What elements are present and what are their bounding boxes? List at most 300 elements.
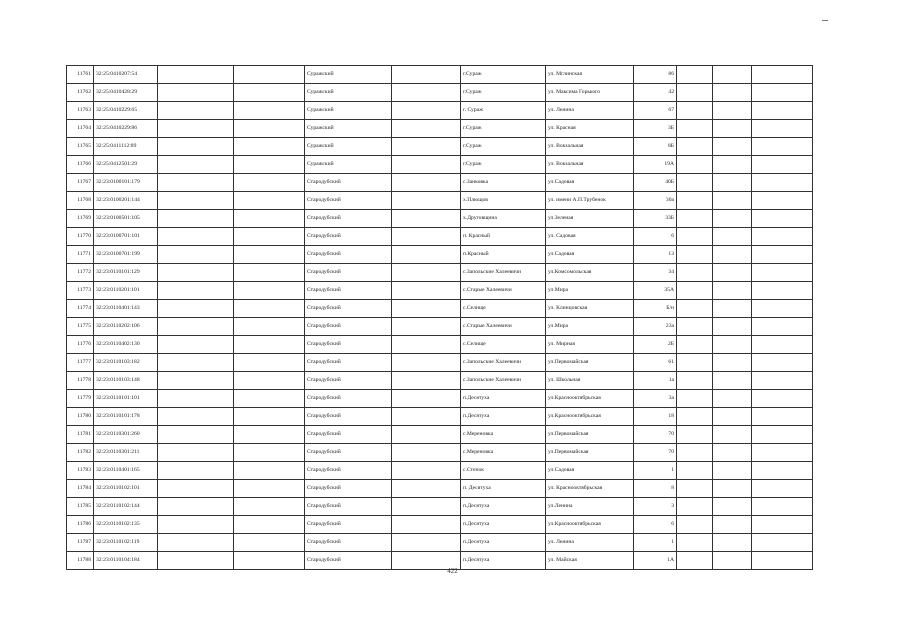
cell-row-number: 11788 [67, 552, 94, 570]
cell-empty [158, 354, 234, 372]
cell-region: Стародубский [305, 408, 392, 426]
cell-house-number: 1 [634, 534, 677, 552]
cell-empty [234, 210, 305, 228]
table-row [67, 534, 813, 552]
cell-empty [234, 462, 305, 480]
cell-empty [234, 426, 305, 444]
cell-locality: с.Запольские Халеевичи [461, 354, 546, 372]
cell-empty [158, 156, 234, 174]
table-row [67, 390, 813, 408]
cell-empty [677, 264, 713, 282]
cell-locality: п. Десятуха [461, 480, 546, 498]
cell-empty [713, 318, 752, 336]
cell-empty [392, 480, 461, 498]
cell-house-number: 6 [634, 228, 677, 246]
cell-street: ул. Краснооктябрьская [546, 480, 634, 498]
cell-row-number: 11770 [67, 228, 94, 246]
cell-region: Стародубский [305, 462, 392, 480]
cell-empty [677, 246, 713, 264]
table-row [67, 516, 813, 534]
cell-empty [713, 66, 752, 84]
cell-empty [392, 462, 461, 480]
cell-row-number: 11765 [67, 138, 94, 156]
cell-empty [713, 246, 752, 264]
cell-empty [158, 210, 234, 228]
cell-empty [713, 516, 752, 534]
cell-empty [234, 480, 305, 498]
cell-empty [158, 462, 234, 480]
cell-empty [752, 84, 813, 102]
table-row [67, 246, 813, 264]
cell-empty [677, 498, 713, 516]
cell-empty [752, 210, 813, 228]
cell-empty [392, 408, 461, 426]
cell-empty [234, 516, 305, 534]
cell-cadastral-number: 32:23:0110401:165 [94, 462, 158, 480]
cell-cadastral-number: 32:23:0110102:135 [94, 516, 158, 534]
cell-house-number: 1 [634, 462, 677, 480]
cell-locality: с.Мереновка [461, 426, 546, 444]
cell-locality: п.Десятуха [461, 390, 546, 408]
cell-empty [392, 426, 461, 444]
cell-empty [234, 174, 305, 192]
table-row [67, 354, 813, 372]
cell-street: ул. Клинцовская [546, 300, 634, 318]
cell-empty [392, 84, 461, 102]
cell-cadastral-number: 32:23:0100201:144 [94, 192, 158, 210]
cell-empty [752, 318, 813, 336]
cell-street: ул. Школьная [546, 372, 634, 390]
cell-cadastral-number: 32:23:0100701:199 [94, 246, 158, 264]
cell-empty [677, 516, 713, 534]
cell-street: ул.Комсомольская [546, 264, 634, 282]
cell-locality: г.Сураж [461, 66, 546, 84]
cell-street: ул. Садовая [546, 228, 634, 246]
cell-empty [713, 462, 752, 480]
cell-region: Стародубский [305, 534, 392, 552]
cell-cadastral-number: 32:23:0110102:144 [94, 498, 158, 516]
cell-empty [158, 120, 234, 138]
cell-cadastral-number: 32:25:0410207:54 [94, 66, 158, 84]
cell-region: Суражский [305, 102, 392, 120]
cell-empty [392, 138, 461, 156]
cell-locality: п.Десятуха [461, 552, 546, 570]
cell-cadastral-number: 32:23:0110401:143 [94, 300, 158, 318]
cell-empty [713, 336, 752, 354]
cell-row-number: 11767 [67, 174, 94, 192]
cell-house-number: 34 [634, 264, 677, 282]
cell-row-number: 11773 [67, 282, 94, 300]
cell-street: ул.Садовая [546, 174, 634, 192]
cell-cadastral-number: 32:23:0110201:101 [94, 282, 158, 300]
cell-empty [752, 264, 813, 282]
cell-region: Стародубский [305, 390, 392, 408]
cell-house-number: 6 [634, 516, 677, 534]
cell-empty [752, 372, 813, 390]
cell-empty [234, 534, 305, 552]
cell-empty [752, 516, 813, 534]
cell-street: ул.Первомайская [546, 444, 634, 462]
cell-empty [713, 282, 752, 300]
cell-empty [752, 534, 813, 552]
cell-region: Стародубский [305, 210, 392, 228]
cell-house-number: 2Б [634, 336, 677, 354]
cell-street: ул.Красноoктябрьская [546, 390, 634, 408]
cell-empty [677, 318, 713, 336]
cell-locality: п. Красный [461, 228, 546, 246]
cell-house-number: 42 [634, 84, 677, 102]
cell-street: ул.Первомайская [546, 354, 634, 372]
cell-street: ул.Первомайская [546, 426, 634, 444]
cell-empty [752, 426, 813, 444]
cell-empty [677, 228, 713, 246]
cell-locality: п.Десятуха [461, 408, 546, 426]
cell-locality: с.Степок [461, 462, 546, 480]
cell-empty [677, 102, 713, 120]
cell-house-number: 61 [634, 354, 677, 372]
cell-empty [713, 120, 752, 138]
cell-house-number: 23а [634, 318, 677, 336]
cell-region: Стародубский [305, 354, 392, 372]
cell-row-number: 11775 [67, 318, 94, 336]
cell-region: Суражский [305, 156, 392, 174]
cell-empty [392, 246, 461, 264]
cell-locality: г. Сураж [461, 102, 546, 120]
cell-locality: с.Старые Халеевичи [461, 318, 546, 336]
cell-street: ул.Красноoктябрьская [546, 408, 634, 426]
table-row [67, 156, 813, 174]
cell-empty [158, 336, 234, 354]
cell-region: Стародубский [305, 336, 392, 354]
cell-cadastral-number: 32:25:0412501:29 [94, 156, 158, 174]
table-row [67, 228, 813, 246]
cell-empty [392, 498, 461, 516]
cell-empty [752, 192, 813, 210]
cell-empty [677, 336, 713, 354]
cell-empty [677, 84, 713, 102]
cell-empty [392, 336, 461, 354]
cell-locality: с.Запольские Халеевичи [461, 264, 546, 282]
cell-empty [234, 228, 305, 246]
cell-empty [752, 462, 813, 480]
cell-cadastral-number: 32:23:0110301:211 [94, 444, 158, 462]
cell-locality: п.Десятуха [461, 516, 546, 534]
cell-empty [677, 372, 713, 390]
cell-cadastral-number: 32:23:0110104:184 [94, 552, 158, 570]
cell-empty [713, 372, 752, 390]
cell-region: Стародубский [305, 372, 392, 390]
cell-empty [392, 210, 461, 228]
cell-empty [234, 498, 305, 516]
cell-empty [158, 174, 234, 192]
cell-empty [677, 534, 713, 552]
cell-cadastral-number: 32:23:0110103:148 [94, 372, 158, 390]
cell-empty [234, 282, 305, 300]
cell-house-number: 67 [634, 102, 677, 120]
table-row [67, 408, 813, 426]
cell-empty [677, 174, 713, 192]
cell-empty [677, 156, 713, 174]
cell-street: ул.Садовая [546, 462, 634, 480]
cell-region: Стародубский [305, 318, 392, 336]
cell-region: Стародубский [305, 516, 392, 534]
cell-locality: г.Сураж [461, 84, 546, 102]
cell-cadastral-number: 32:23:0110402:130 [94, 336, 158, 354]
cell-region: Стародубский [305, 552, 392, 570]
cell-empty [677, 66, 713, 84]
cell-empty [234, 336, 305, 354]
cell-empty [234, 444, 305, 462]
cell-empty [158, 318, 234, 336]
cell-cadastral-number: 32:23:0100701:101 [94, 228, 158, 246]
cell-house-number: 18 [634, 408, 677, 426]
cell-region: Стародубский [305, 444, 392, 462]
cell-cadastral-number: 32:23:0110101:178 [94, 408, 158, 426]
cell-empty [752, 156, 813, 174]
table-row [67, 192, 813, 210]
cell-empty [752, 282, 813, 300]
cell-street: ул.Зеленая [546, 210, 634, 228]
cell-cadastral-number: 32:25:0410428:29 [94, 84, 158, 102]
cell-region: Стародубский [305, 480, 392, 498]
cell-region: Стародубский [305, 174, 392, 192]
cell-empty [392, 318, 461, 336]
cell-empty [392, 120, 461, 138]
cell-house-number: 19А [634, 156, 677, 174]
cell-empty [158, 138, 234, 156]
cell-street: ул. Красная [546, 120, 634, 138]
table-row [67, 336, 813, 354]
cell-region: Стародубский [305, 246, 392, 264]
cell-region: Стародубский [305, 264, 392, 282]
cell-empty [158, 498, 234, 516]
cell-cadastral-number: 32:23:0110101:129 [94, 264, 158, 282]
page-number: 422 [447, 567, 458, 575]
cell-row-number: 11782 [67, 444, 94, 462]
cell-house-number: 3Б [634, 120, 677, 138]
cell-empty [234, 372, 305, 390]
table-row [67, 444, 813, 462]
cell-cadastral-number: 32:23:0110102:101 [94, 480, 158, 498]
cell-row-number: 11763 [67, 102, 94, 120]
cell-empty [677, 300, 713, 318]
cell-cadastral-number: 32:23:0100101:179 [94, 174, 158, 192]
cell-street: ул. Майская [546, 552, 634, 570]
cell-street: ул.Красноoктябрьская [546, 516, 634, 534]
cell-empty [392, 282, 461, 300]
cell-empty [234, 84, 305, 102]
table-row [67, 138, 813, 156]
cell-house-number: 1а [634, 372, 677, 390]
table-row [67, 84, 813, 102]
cell-empty [234, 264, 305, 282]
cell-row-number: 11774 [67, 300, 94, 318]
cell-street: ул.Садовая [546, 246, 634, 264]
cell-empty [713, 210, 752, 228]
cell-empty [158, 444, 234, 462]
cell-empty [392, 192, 461, 210]
cell-empty [392, 372, 461, 390]
cell-empty [677, 210, 713, 228]
cell-empty [392, 354, 461, 372]
cell-house-number: 70 [634, 426, 677, 444]
cell-row-number: 11784 [67, 480, 94, 498]
table-row [67, 174, 813, 192]
cell-street: ул. имени А.П.Трубенок [546, 192, 634, 210]
cell-empty [392, 444, 461, 462]
cell-empty [158, 228, 234, 246]
cell-region: Стародубский [305, 498, 392, 516]
cell-house-number: 40Б [634, 174, 677, 192]
cell-row-number: 11779 [67, 390, 94, 408]
cell-empty [677, 354, 713, 372]
cell-cadastral-number: 32:23:0110102:119 [94, 534, 158, 552]
cell-empty [677, 462, 713, 480]
cell-row-number: 11771 [67, 246, 94, 264]
cell-empty [752, 390, 813, 408]
cell-cadastral-number: 32:23:0110103:182 [94, 354, 158, 372]
cell-locality: с.Селище [461, 300, 546, 318]
cell-street: ул. Вокзальная [546, 138, 634, 156]
cell-empty [392, 102, 461, 120]
cell-empty [713, 408, 752, 426]
cell-empty [752, 246, 813, 264]
cell-empty [713, 390, 752, 408]
cell-empty [713, 480, 752, 498]
cell-region: Стародубский [305, 300, 392, 318]
cell-region: Суражский [305, 66, 392, 84]
cell-empty [158, 426, 234, 444]
cell-row-number: 11777 [67, 354, 94, 372]
cell-empty [752, 498, 813, 516]
cell-empty [752, 138, 813, 156]
cell-cadastral-number: 32:25:0410229:86 [94, 120, 158, 138]
cell-locality: г.Сураж [461, 156, 546, 174]
cell-empty [234, 138, 305, 156]
cell-locality: х.Друговщина [461, 210, 546, 228]
cell-locality: с.Запольские Халеевичи [461, 372, 546, 390]
cell-empty [234, 408, 305, 426]
cell-empty [677, 444, 713, 462]
cell-row-number: 11778 [67, 372, 94, 390]
table-row [67, 372, 813, 390]
cell-empty [752, 480, 813, 498]
cell-empty [713, 534, 752, 552]
cell-locality: с.Старые Халеевичи [461, 282, 546, 300]
cell-house-number: 3 [634, 498, 677, 516]
cell-house-number: 8Б [634, 138, 677, 156]
cell-row-number: 11772 [67, 264, 94, 282]
cell-empty [158, 372, 234, 390]
cell-empty [234, 156, 305, 174]
cell-empty [158, 192, 234, 210]
cell-empty [392, 228, 461, 246]
cell-locality: п.Десятуха [461, 498, 546, 516]
cell-empty [713, 264, 752, 282]
cell-locality: х.Плющов [461, 192, 546, 210]
cell-empty [752, 408, 813, 426]
cell-empty [392, 264, 461, 282]
cell-row-number: 11785 [67, 498, 94, 516]
cell-empty [713, 156, 752, 174]
cell-empty [752, 444, 813, 462]
cell-house-number: 35А [634, 282, 677, 300]
cell-street: ул. Вокзальная [546, 156, 634, 174]
cell-street: ул.Ленина [546, 498, 634, 516]
registry-table [66, 65, 813, 570]
cell-house-number: 33Б [634, 210, 677, 228]
cell-empty [752, 174, 813, 192]
table-row [67, 480, 813, 498]
cell-empty [392, 156, 461, 174]
cell-cadastral-number: 32:25:0411112:89 [94, 138, 158, 156]
cell-region: Суражский [305, 84, 392, 102]
cell-empty [713, 300, 752, 318]
cell-empty [677, 138, 713, 156]
cell-row-number: 11786 [67, 516, 94, 534]
cell-empty [234, 300, 305, 318]
cell-locality: с.Занковка [461, 174, 546, 192]
cell-empty [752, 300, 813, 318]
cell-street: ул.Мира [546, 318, 634, 336]
cell-empty [713, 192, 752, 210]
cell-empty [158, 300, 234, 318]
cell-empty [158, 246, 234, 264]
cell-locality: с.Селище [461, 336, 546, 354]
cell-street: ул. Ленина [546, 102, 634, 120]
cell-empty [158, 408, 234, 426]
cell-row-number: 11780 [67, 408, 94, 426]
cell-empty [158, 534, 234, 552]
cell-empty [392, 300, 461, 318]
cell-empty [392, 390, 461, 408]
table-row [67, 498, 813, 516]
table-row [67, 120, 813, 138]
cell-empty [158, 516, 234, 534]
cell-cadastral-number: 32:23:0110202:106 [94, 318, 158, 336]
cell-cadastral-number: 32:23:0110301:260 [94, 426, 158, 444]
cell-empty [158, 390, 234, 408]
table-row [67, 210, 813, 228]
cell-cadastral-number: 32:23:0110101:101 [94, 390, 158, 408]
cell-cadastral-number: 32:25:0410229:65 [94, 102, 158, 120]
cell-locality: с.Мереновка [461, 444, 546, 462]
cell-street: ул.Мира [546, 282, 634, 300]
cell-empty [392, 66, 461, 84]
table-row [67, 318, 813, 336]
cell-street: ул. Мирная [546, 336, 634, 354]
cell-street: ул. Ленина [546, 534, 634, 552]
cell-empty [752, 336, 813, 354]
cell-empty [234, 318, 305, 336]
cell-empty [392, 534, 461, 552]
cell-row-number: 11769 [67, 210, 94, 228]
cell-empty [713, 426, 752, 444]
cell-house-number: 1А [634, 552, 677, 570]
cell-row-number: 11787 [67, 534, 94, 552]
cell-empty [158, 66, 234, 84]
table-row [67, 462, 813, 480]
cell-empty [713, 174, 752, 192]
cell-house-number: 70 [634, 444, 677, 462]
cell-region: Суражский [305, 120, 392, 138]
cell-empty [752, 66, 813, 84]
cell-region: Стародубский [305, 282, 392, 300]
cell-row-number: 11781 [67, 426, 94, 444]
cell-empty [234, 102, 305, 120]
cell-empty [677, 192, 713, 210]
cell-house-number: 8 [634, 480, 677, 498]
